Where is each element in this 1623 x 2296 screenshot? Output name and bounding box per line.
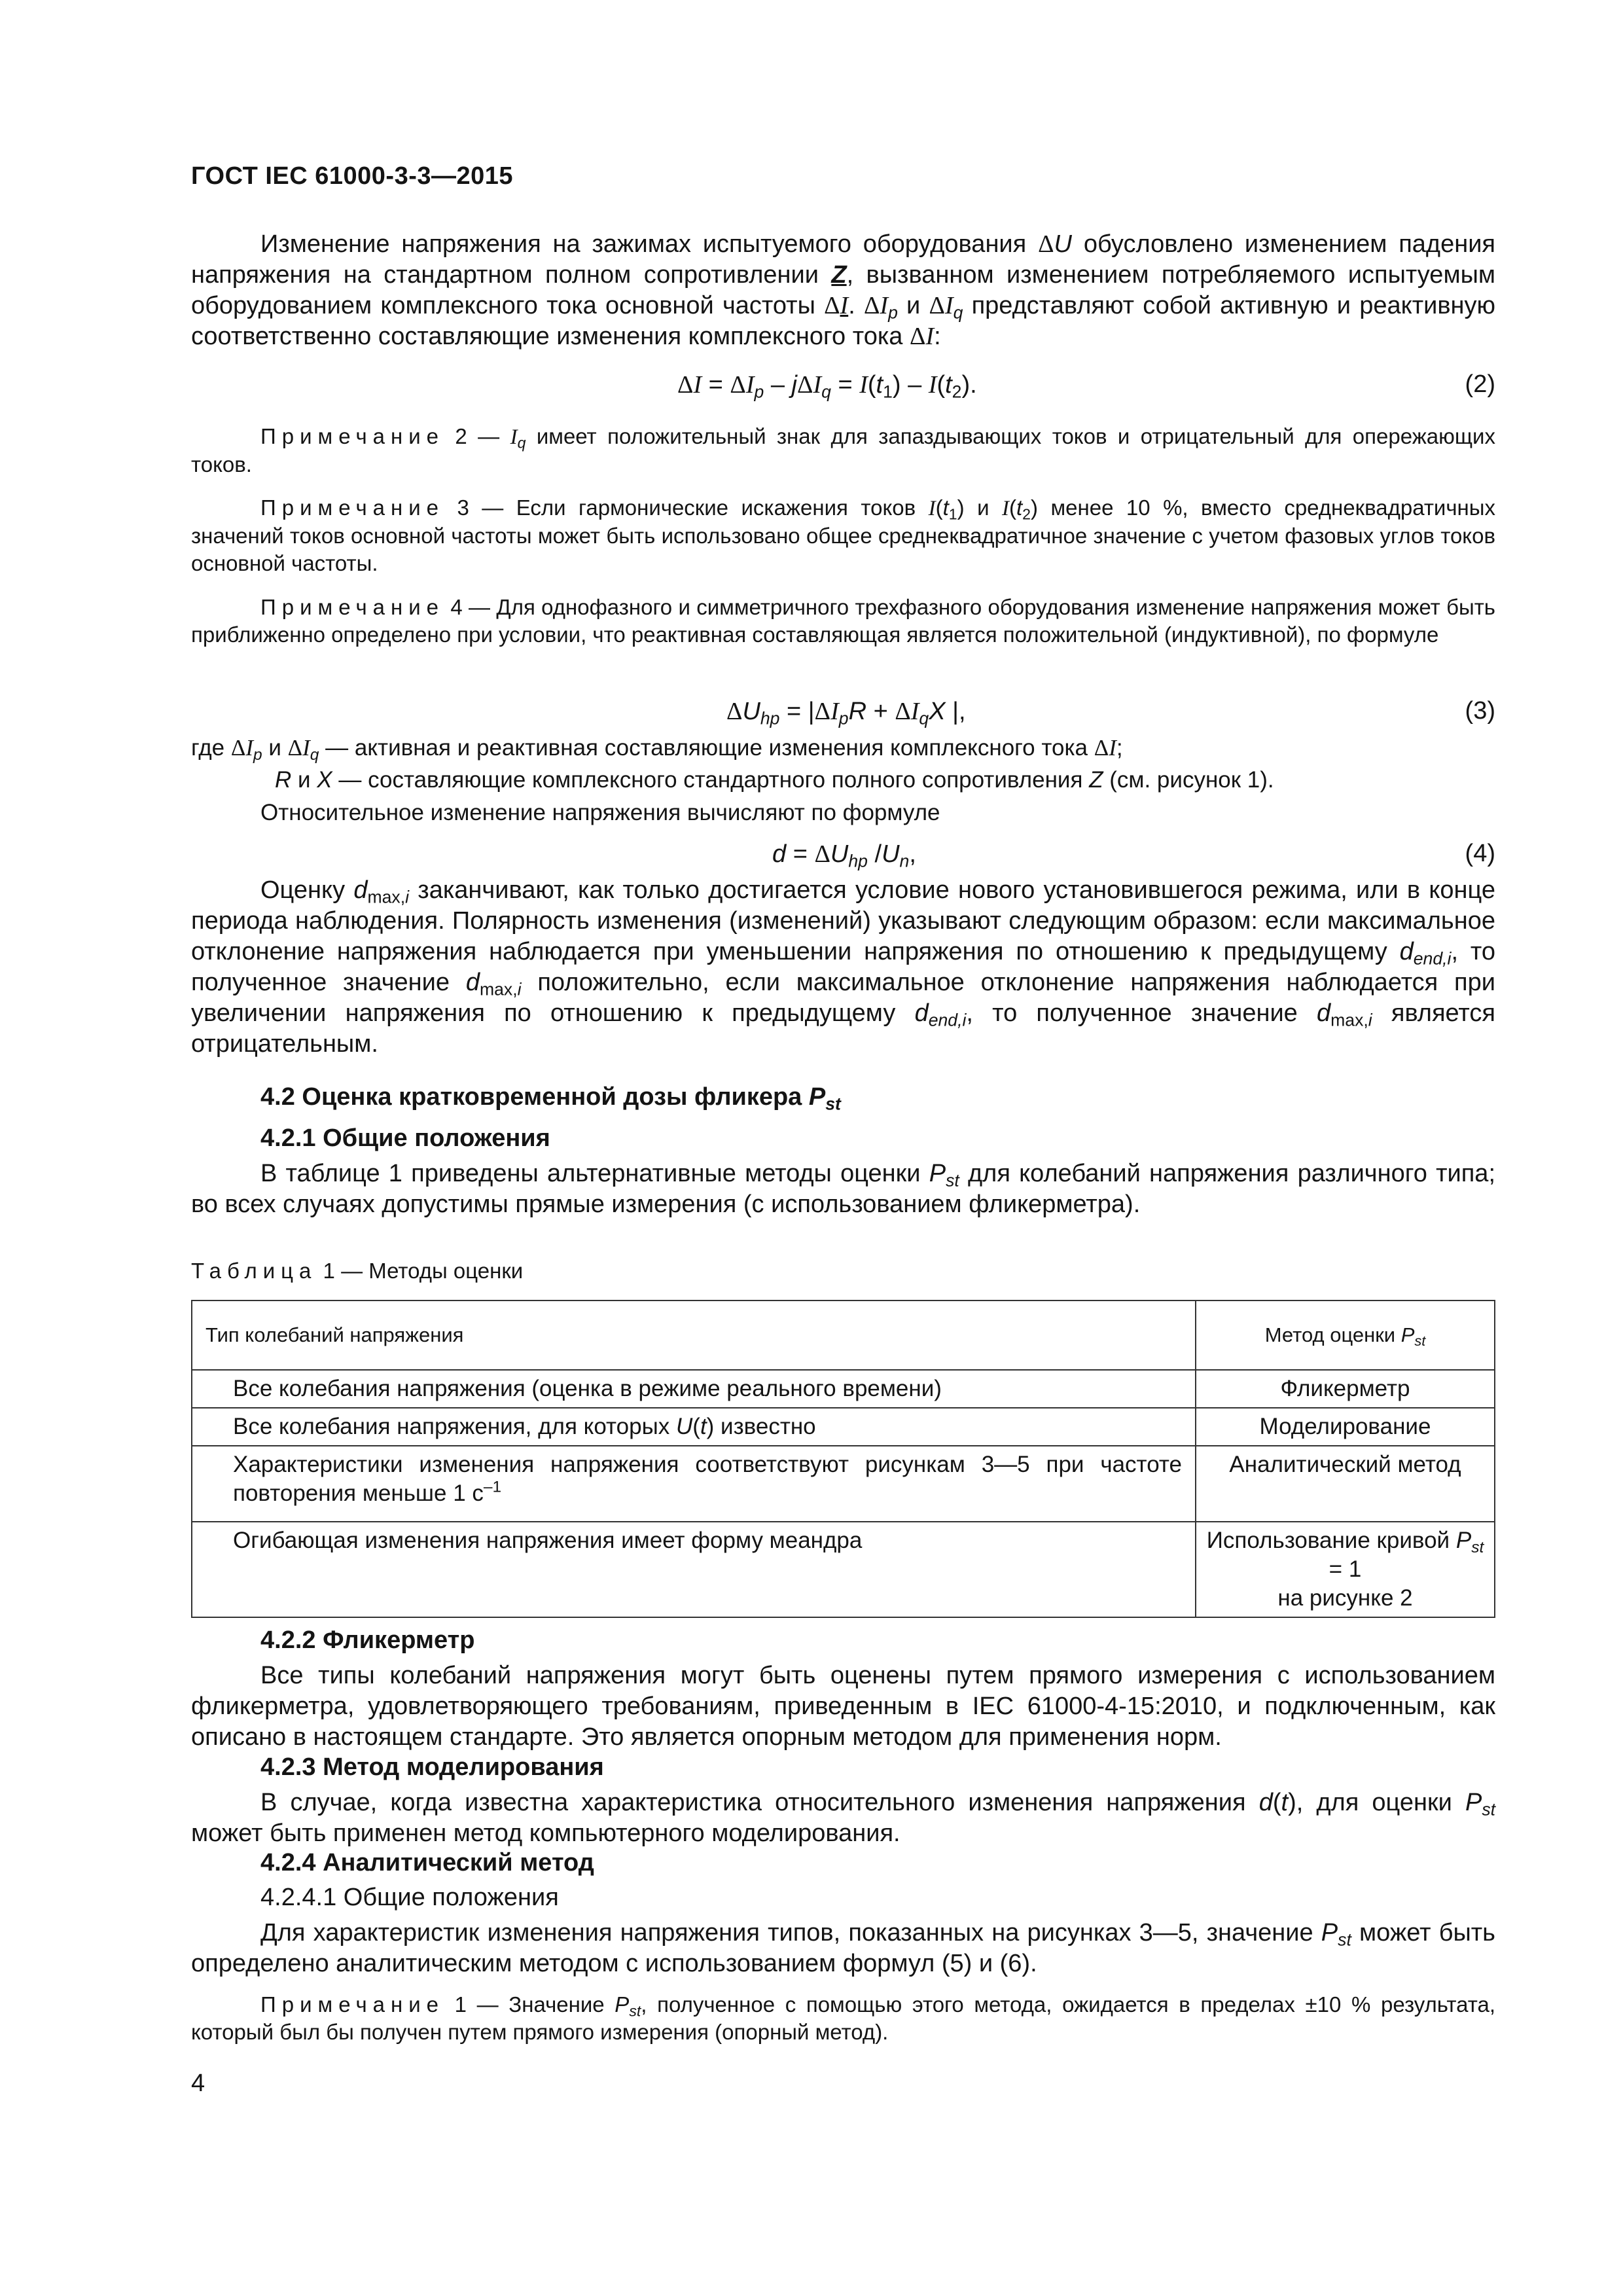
paragraph-voltage-change: Изменение напряжения на зажимах испытуемого оборудования ΔU обусловлено изменением падения напряжения на стандартном полном сопротивлении Z, вызванном изменением потребляемого испытуемым оборудованием комплексного тока основной частоты ΔI. $\Delta I_p$ и $\Delta I_q$ представляют собой активную и реактивную соответственно составляющие изменения комплексного тока ΔI: — [191, 230, 1496, 350]
table-cell: Все колебания напряжения (оценка в режиме реального времени) — [192, 1370, 1196, 1408]
formula-4: $d = \Delta U_{hp}$ $/U_n$, — [772, 840, 916, 871]
table-header-type: Тип колебаний напряжения — [192, 1300, 1196, 1370]
where-line-2: R и X — составляющие комплексного стандартного полного сопротивления Z (см. рисунок 1). — [275, 767, 1274, 793]
section-4-2-1-heading: 4.2.1 Общие положения — [260, 1124, 550, 1152]
where-line-1: где $\Delta I_p$ и $\Delta I_q$ — активная и реактивная составляющие изменения комплексного тока ΔI; — [191, 735, 1123, 764]
formula-4-number: (4) — [1465, 840, 1495, 867]
table-header-row — [192, 1300, 1495, 1370]
table-cell: Аналитический метод — [1196, 1446, 1495, 1522]
section-4-2-4-1-heading: 4.2.4.1 Общие положения — [260, 1884, 559, 1911]
section-4-2-1-text: В таблице 1 приведены альтернативные методы оценки $P_{st}$ для колебаний напряжения различного типа; во всех случаях допустимы прямые измерения (с использованием фликерметра). — [191, 1160, 1495, 1218]
table-row — [192, 1408, 1495, 1446]
formula-2-number: (2) — [1465, 370, 1495, 398]
formula-3: $\Delta U_{hp} = |\Delta I_pR + \Delta I_qX$ |, — [726, 698, 966, 728]
formula-3-number: (3) — [1465, 697, 1495, 725]
table-cell: Фликерметр — [1196, 1370, 1495, 1408]
table-row — [192, 1370, 1495, 1408]
table-header-method: Метод оценки $P_{st}$ — [1196, 1300, 1495, 1370]
formula-2: $\Delta I = \Delta I_p - j\Delta I_q = I(t_1) - I(t_2)$. — [677, 371, 977, 402]
table-1-caption: Таблица 1 — Методы оценки — [191, 1259, 524, 1283]
table-cell: Все колебания напряжения, для которых U(t) известно — [192, 1408, 1196, 1446]
relative-change-intro: Относительное изменение напряжения вычисляют по формуле — [260, 800, 940, 825]
section-4-2-2-heading: 4.2.2 Фликерметр — [260, 1626, 475, 1654]
table-cell: Моделирование — [1196, 1408, 1495, 1446]
note-3: Примечание 3 — Если гармонические искажения токов $I(t_1)$ и $I(t_2)$ менее 10 %, вместо среднеквадратичных значений токов основной частоты может быть использовано общее среднеквадратичное значение с учетом фазовых углов токов основной частоты. — [191, 495, 1496, 575]
section-4-2-4-1-text: Для характеристик изменения напряжения типов, показанных на рисунках 3—5, значение $P_{st}$ может быть определено аналитическим методом с использованием формул (5) и (6). — [191, 1919, 1495, 1977]
section-4-2-4-heading: 4.2.4 Аналитический метод — [260, 1849, 594, 1876]
section-4-2-3-text: В случае, когда известна характеристика относительного изменения напряжения d(t), для оценки $P_{st}$ может быть применен метод компьютерного моделирования. — [191, 1789, 1495, 1847]
section-4-2-heading: 4.2 Оценка кратковременной дозы фликера $P_{st}$ — [260, 1083, 841, 1114]
methods-table — [191, 1300, 1495, 1618]
section-4-2-3-heading: 4.2.3 Метод моделирования — [260, 1753, 604, 1781]
table-row — [192, 1446, 1495, 1522]
note-analytic: Примечание 1 — Значение $P_{st}$, полученное с помощью этого метода, ожидается в пределах ±10 % результата, который был бы получен путем прямого измерения (опорный метод). — [191, 1992, 1495, 2044]
table-cell: Использование кривой $P_{st} = 1$ на рисунке 2 — [1196, 1522, 1495, 1617]
table-row — [192, 1522, 1495, 1617]
paragraph-polarity: Оценку $d_{max,i}$ заканчивают, как только достигается условие нового установившегося режима, или в конце периода наблюдения. Полярность изменения (изменений) указывают следующим образом: если максимальное отклонение напряжения наблюдается при уменьшении напряжения по отношению к предыдущему $d_{end,i}$, то полученное значение $d_{max,i}$ положительно, если максимальное отклонение напряжения наблюдается при увеличении напряжения по отношению к предыдущему $d_{end,i}$, то полученное значение $d_{max,i}$ является отрицательным. — [191, 876, 1496, 1058]
note-2: Примечание 2 — $I_q$ имеет положительный знак для запаздывающих токов и отрицательный для опережающих токов. — [191, 424, 1495, 476]
note-4: Примечание 4 — Для однофазного и симметричного трехфазного оборудования изменение напряжения может быть приближенно определено при условии, что реактивная составляющая является положительной (индуктивной), по формуле — [191, 595, 1495, 647]
table-cell: Характеристики изменения напряжения соответствуют рисункам 3—5 при частоте повторения меньше 1 $с^{-1}$ — [192, 1446, 1196, 1522]
document-header: ГОСТ IEC 61000-3-3—2015 — [191, 162, 514, 190]
page-number: 4 — [191, 2070, 205, 2097]
section-4-2-2-text: Все типы колебаний напряжения могут быть оценены путем прямого измерения с использованием фликерметра, удовлетворяющего требованиям, приведенным в IEC 61000-4-15:2010, и подключенным, как описано в настоящем стандарте. Это является опорным методом для применения норм. — [191, 1662, 1495, 1751]
table-cell: Огибающая изменения напряжения имеет форму меандра — [192, 1522, 1196, 1617]
